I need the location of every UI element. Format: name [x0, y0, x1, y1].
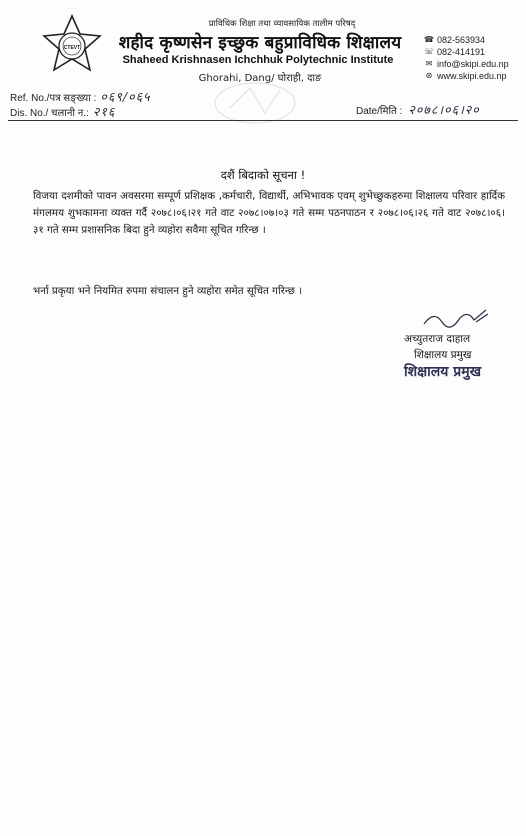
- contact-phone-1: [424, 35, 485, 45]
- date-label: Date/मिति :: [356, 106, 403, 117]
- institute-logo: [36, 14, 108, 76]
- org-subtitle: प्राविधिक शिक्षा तथा व्यावसायिक तालीम परिषद्: [208, 19, 356, 29]
- fax-icon: ☏: [424, 47, 435, 56]
- phone-icon: ☎: [424, 35, 434, 44]
- dispatch-number-line: [10, 103, 115, 120]
- contact-phone-2: [424, 47, 485, 57]
- phone-2-text: 082-414191: [437, 47, 486, 57]
- dis-value: २१६: [92, 104, 116, 119]
- org-name-english: Shaheed Krishnasen Ichchhuk Polytechnic Institute: [122, 54, 394, 66]
- contact-email: [424, 59, 509, 69]
- org-address: Ghorahi, Dang/ घोराही, दाङ: [198, 73, 322, 84]
- signer-name: अच्युतराज दाहाल: [404, 333, 471, 345]
- date-line: [356, 101, 480, 118]
- ref-label: Ref. No./पत्र सङ्ख्या :: [10, 93, 97, 104]
- ref-value: ०६९/०६५: [100, 89, 151, 104]
- contact-website: [424, 71, 507, 81]
- phone-1-text: 082-563934: [437, 35, 486, 45]
- website-text: www.skipi.edu.np: [437, 71, 507, 81]
- signer-stamp: शिक्षालय प्रमुख: [404, 364, 482, 380]
- org-name-nepali: शहीद कृष्णसेन इच्छुक बहुप्राविधिक शिक्षालय: [118, 33, 402, 53]
- notice-title: दशैं बिदाको सूचना !: [220, 168, 306, 182]
- dis-label: Dis. No./ चलानी न.:: [10, 108, 89, 119]
- notice-paragraph-2: भर्ना प्रकृया भने नियमित रुपमा संचालन हुने व्यहोरा समेत सूचित गरिन्छ ।: [33, 285, 303, 297]
- mail-icon: ✉: [425, 59, 433, 68]
- logo-text: CTEVT: [63, 45, 81, 51]
- email-text: info@skipi.edu.np: [437, 59, 509, 69]
- date-value: २०७८।०६।२०: [408, 102, 480, 117]
- header-divider: [8, 120, 518, 121]
- web-icon: ⊛: [425, 71, 433, 80]
- signature-scrawl: [420, 306, 490, 328]
- signer-title: शिक्षालय प्रमुख: [414, 349, 472, 361]
- notice-paragraph-1: विजया दशमीको पावन अवसरमा सम्पूर्ण प्रशिक्षक ,कर्मचारी, विद्यार्थी, अभिभावक एवम् शुभेच्छुकहरुमा शिक्षालय परिवार हार्दिक मंगलमय शुभकामना व्यक्त गर्दै २०७८।०६।२१ गते वाट २०७८।०७।०३ गते सम्म पठनपाठन र २०७८।०६।२६ गते वाट २०७८।०६।३१ गते सम्म प्रशासनिक बिदा हुने व्यहोरा सवैमा सूचित गरिन्छ ।: [33, 190, 505, 236]
